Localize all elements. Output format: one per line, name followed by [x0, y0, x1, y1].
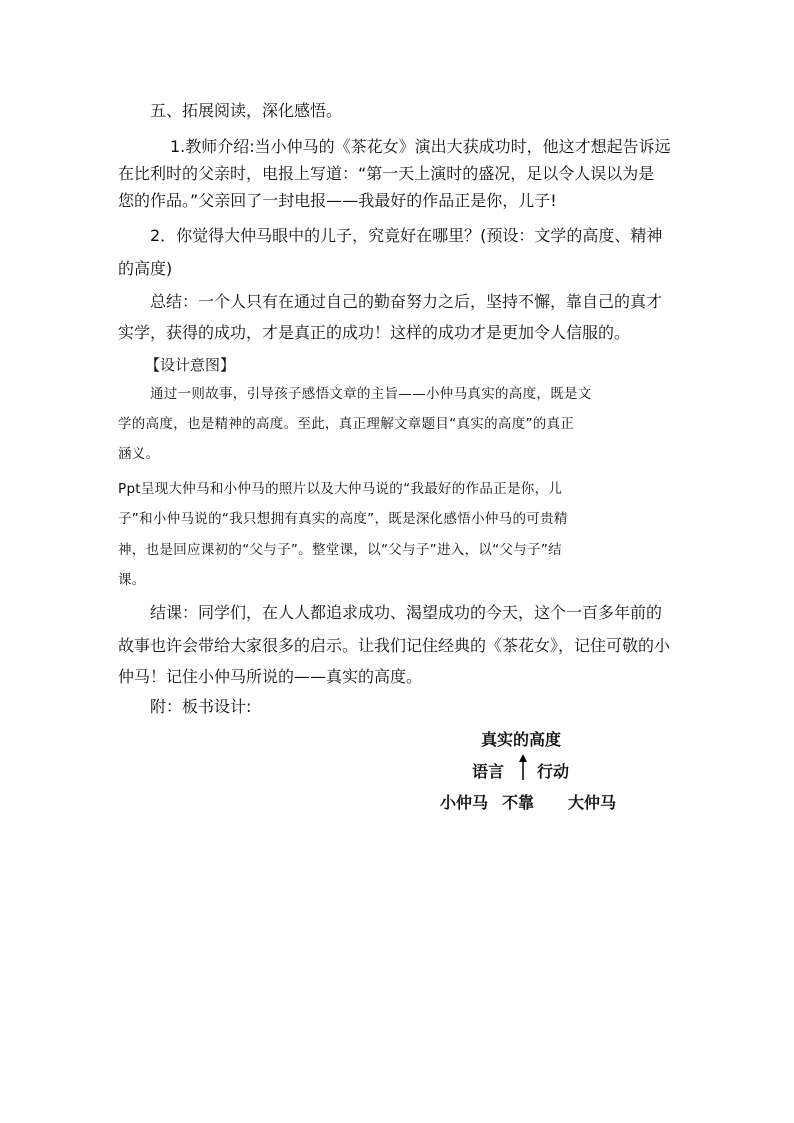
- item2-line2: 的高度): [118, 259, 173, 278]
- summary-line2: 实学，获得的成功，才是真正的成功！这样的成功才是更加令人信服的。: [118, 323, 631, 342]
- board-bottom-left: 小仲马: [440, 793, 489, 812]
- design-intent-heading: 【设计意图】: [145, 356, 236, 374]
- conclusion-line1: 结课：同学们，在人人都追求成功、渴望成功的今天，这个一百多年前的: [150, 603, 663, 622]
- section-heading: 五、拓展阅读，深化感悟。: [150, 101, 343, 120]
- design-intent-line: 学的高度，也是精神的高度。至此，真正理解文章题目“真实的高度”的真正: [118, 416, 575, 432]
- conclusion-line2: 故事也许会带给大家很多的启示。让我们记住经典的《茶花女》，记住可敬的小: [118, 636, 671, 655]
- item1-line2: 在比利时的父亲时，电报上写道：“第一天上演时的盛况，足以令人误以为是: [118, 164, 655, 183]
- design-intent-line: 子”和小仲马说的“我只想拥有真实的高度”，既是深化感悟小仲马的可贵精: [118, 511, 568, 527]
- board-left-word: 语言: [472, 762, 505, 781]
- board-title: 真实的高度: [481, 730, 562, 749]
- item1-line1: 1.教师介绍:当小仲马的《茶花女》演出大获成功时，他这才想起告诉远: [170, 137, 671, 156]
- conclusion-line3: 仲马！记住小仲马所说的——真实的高度。: [118, 667, 423, 686]
- board-bottom-right: 大仲马: [568, 793, 617, 812]
- design-intent-line: 涵义。: [118, 446, 160, 462]
- design-intent-line: 课。: [118, 572, 146, 588]
- design-intent-line: Ppt呈现大仲马和小仲马的照片以及大仲马说的“我最好的作品正是你，儿: [118, 481, 563, 497]
- board-right-word: 行动: [537, 762, 570, 781]
- appendix-label: 附：板书设计:: [150, 697, 252, 716]
- summary-line1: 总结：一个人只有在通过自己的勤奋努力之后，坚持不懈，靠自己的真才: [150, 292, 663, 311]
- item1-line3: 您的作品。”父亲回了一封电报——我最好的作品正是你，儿子!: [118, 191, 557, 210]
- up-arrow-icon: [518, 754, 528, 780]
- design-intent-line: 神，也是回应课初的“父与子”。整堂课，以“父与子”进入，以“父与子”结: [118, 542, 562, 558]
- design-intent-line: 通过一则故事，引导孩子感悟文章的主旨——小仲马真实的高度，既是文: [150, 386, 592, 402]
- item2-line1: 2．你觉得大仲马眼中的儿子，究竟好在哪里？(预设：文学的高度、精神: [150, 226, 663, 245]
- board-bottom-middle: 不靠: [502, 793, 535, 812]
